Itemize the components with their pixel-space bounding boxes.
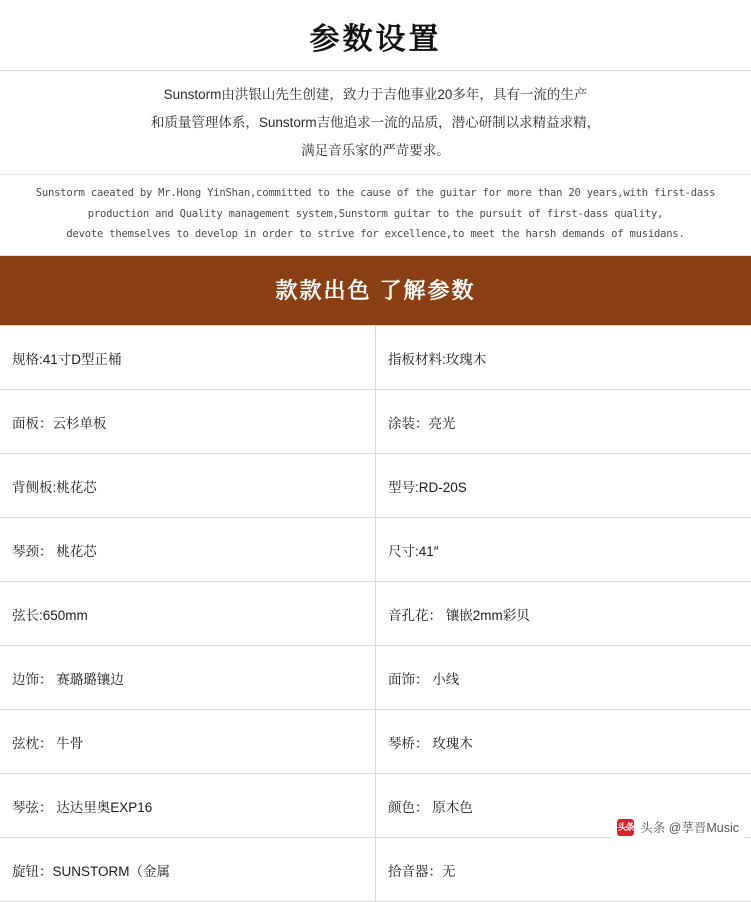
spec-cell-left: 琴弦： 达达里奥EXP16 (0, 774, 376, 838)
spec-cell-right: 拾音器：无 (376, 838, 751, 902)
table-row (0, 838, 751, 902)
page-title: 参数设置 (0, 14, 751, 58)
spec-cell-right: 型号:RD-20S (376, 454, 751, 518)
spec-cell-right: 琴桥： 玫瑰木 (376, 710, 751, 774)
intro-cn-line: 满足音乐家的严苛要求。 (40, 141, 711, 162)
table-row (0, 582, 751, 646)
watermark (611, 815, 745, 839)
spec-cell-right: 颜色： 原木色 (376, 774, 751, 838)
spec-cell-left: 琴颈： 桃花芯 (0, 518, 376, 582)
table-row (0, 646, 751, 710)
intro-cn-line: 和质量管理体系，Sunstorm吉他追求一流的品质，潜心研制以求精益求精， (40, 113, 711, 134)
spec-cell-left: 边饰： 赛璐璐镶边 (0, 646, 376, 710)
intro-en-line: devote themselves to develop in order to strive for excellence,to meet the harsh demands of musidans. (18, 227, 733, 243)
intro-en-line: Sunstorm caeated by Mr.Hong YinShan,committed to the cause of the guitar for more than 20 years,with first-dass (18, 186, 733, 202)
spec-cell-left: 背侧板:桃花芯 (0, 454, 376, 518)
table-row (0, 518, 751, 582)
watermark-text: 头条 @莩晋Music (640, 818, 739, 836)
spec-cell-right: 尺寸:41″ (376, 518, 751, 582)
spec-cell-left: 弦长:650mm (0, 582, 376, 646)
spec-cell-right: 音孔花： 镶嵌2mm彩贝 (376, 582, 751, 646)
table-row (0, 710, 751, 774)
toutiao-logo-icon: 头条 (617, 819, 634, 836)
spec-cell-left: 旋钮：SUNSTORM（金属 (0, 838, 376, 902)
spec-cell-left: 规格:41寸D型正桶 (0, 326, 376, 390)
intro-english (0, 175, 751, 256)
spec-cell-right: 涂装：亮光 (376, 390, 751, 454)
intro-cn-line: Sunstorm由洪银山先生创建，致力于吉他事业20多年，具有一流的生产 (40, 85, 711, 106)
spec-cell-left: 面板：云杉单板 (0, 390, 376, 454)
spec-cell-right: 指板材料:玫瑰木 (376, 326, 751, 390)
intro-chinese (0, 71, 751, 175)
spec-cell-right: 面饰： 小线 (376, 646, 751, 710)
table-row (0, 326, 751, 390)
intro-en-line: production and Quality management system,Sunstorm guitar to the pursuit of first-dass quality, (18, 207, 733, 223)
spec-cell-left: 弦枕： 牛骨 (0, 710, 376, 774)
section-banner: 款款出色 了解参数 (0, 256, 751, 325)
table-row (0, 454, 751, 518)
table-row (0, 390, 751, 454)
page-title-bar (0, 0, 751, 71)
